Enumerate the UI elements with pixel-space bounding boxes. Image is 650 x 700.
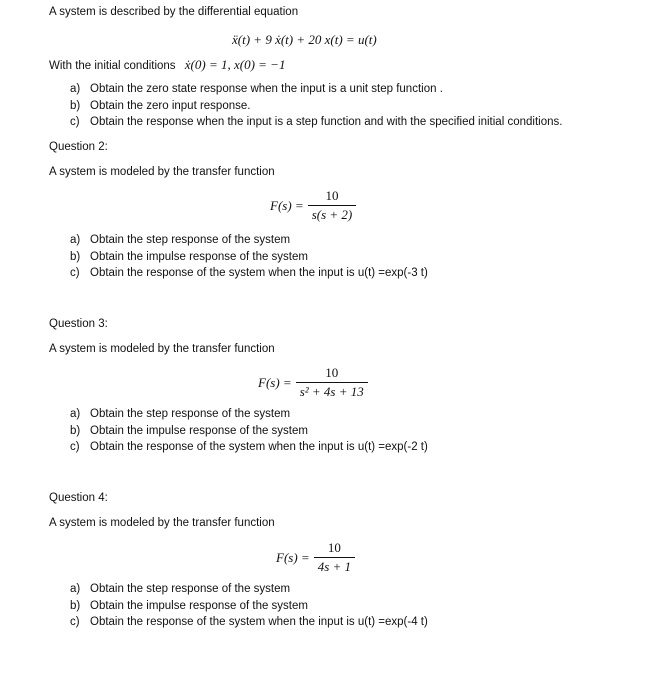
item-text: Obtain the impulse response of the system: [90, 599, 308, 612]
item-text: Obtain the impulse response of the system: [90, 250, 308, 263]
q4-item-list: [70, 581, 428, 631]
q1-conditions-label: With the initial conditions: [49, 60, 176, 72]
item-marker: c): [70, 441, 80, 453]
q2-function-lhs: F(s) =: [270, 197, 304, 213]
item-marker: b): [70, 99, 81, 112]
q4-denominator: 4s + 1: [314, 557, 355, 575]
item-text: Obtain the response of the system when the input is u(t) =exp(-3 t): [90, 267, 428, 279]
q2-item-list: [70, 232, 428, 282]
q4-intro: A system is modeled by the transfer function: [49, 517, 275, 529]
q3-item-list: [70, 406, 428, 456]
item-marker: c): [70, 267, 80, 279]
q4-numerator: 10: [327, 540, 341, 555]
item-marker: a): [70, 583, 81, 595]
item-marker: b): [70, 599, 81, 612]
q1-initial-conditions: [49, 57, 285, 73]
list-item: [70, 439, 428, 456]
q2-fraction: [308, 188, 357, 223]
item-text: Obtain the impulse response of the system: [90, 424, 308, 437]
list-item: [70, 249, 428, 266]
q3-fraction: [296, 365, 368, 400]
q4-title: Question 4:: [49, 492, 108, 504]
list-item: [70, 232, 428, 249]
q4-function-lhs: F(s) =: [276, 549, 310, 565]
q3-intro: A system is modeled by the transfer function: [49, 343, 275, 355]
q1-intro: A system is described by the differential equation: [49, 6, 299, 18]
q2-intro: A system is modeled by the transfer function: [49, 166, 275, 178]
item-text: Obtain the response of the system when the input is u(t) =exp(-4 t): [90, 616, 428, 628]
item-marker: c): [70, 116, 80, 128]
item-text: Obtain the step response of the system: [90, 583, 291, 595]
list-item: [70, 81, 562, 98]
item-marker: a): [70, 234, 81, 246]
list-item: [70, 423, 428, 440]
q3-numerator: 10: [325, 365, 339, 380]
item-text: Obtain the response of the system when the input is u(t) =exp(-2 t): [90, 441, 428, 453]
item-text: Obtain the step response of the system: [90, 408, 291, 420]
list-item: [70, 406, 428, 423]
q4-transfer-function: [276, 540, 355, 575]
item-marker: b): [70, 250, 81, 263]
q3-denominator: s² + 4s + 13: [296, 382, 368, 400]
item-text: Obtain the zero state response when the input is a unit step function .: [90, 83, 443, 95]
q3-title: Question 3:: [49, 318, 108, 330]
q4-fraction: [314, 540, 355, 575]
item-marker: a): [70, 408, 81, 420]
item-marker: c): [70, 616, 80, 628]
list-item: [70, 114, 562, 131]
item-text: Obtain the response when the input is a step function and with the specified initial conditions.: [90, 116, 563, 128]
q1-item-list: [70, 81, 562, 131]
list-item: [70, 598, 428, 615]
list-item: [70, 614, 428, 631]
list-item: [70, 581, 428, 598]
list-item: [70, 98, 562, 115]
q3-transfer-function: [258, 365, 368, 400]
item-marker: b): [70, 424, 81, 437]
q2-denominator: s(s + 2): [308, 205, 357, 223]
q2-transfer-function: [270, 188, 356, 223]
list-item: [70, 265, 428, 282]
item-text: Obtain the zero input response.: [90, 99, 251, 112]
q2-title: Question 2:: [49, 141, 108, 153]
item-marker: a): [70, 83, 81, 95]
q1-differential-equation: ẍ(t) + 9 ẋ(t) + 20 x(t) = u(t): [232, 32, 377, 47]
q2-numerator: 10: [325, 188, 339, 203]
q3-function-lhs: F(s) =: [258, 374, 292, 390]
item-text: Obtain the step response of the system: [90, 234, 291, 246]
q1-conditions-values: ẋ(0) = 1, x(0) = −1: [184, 57, 286, 72]
